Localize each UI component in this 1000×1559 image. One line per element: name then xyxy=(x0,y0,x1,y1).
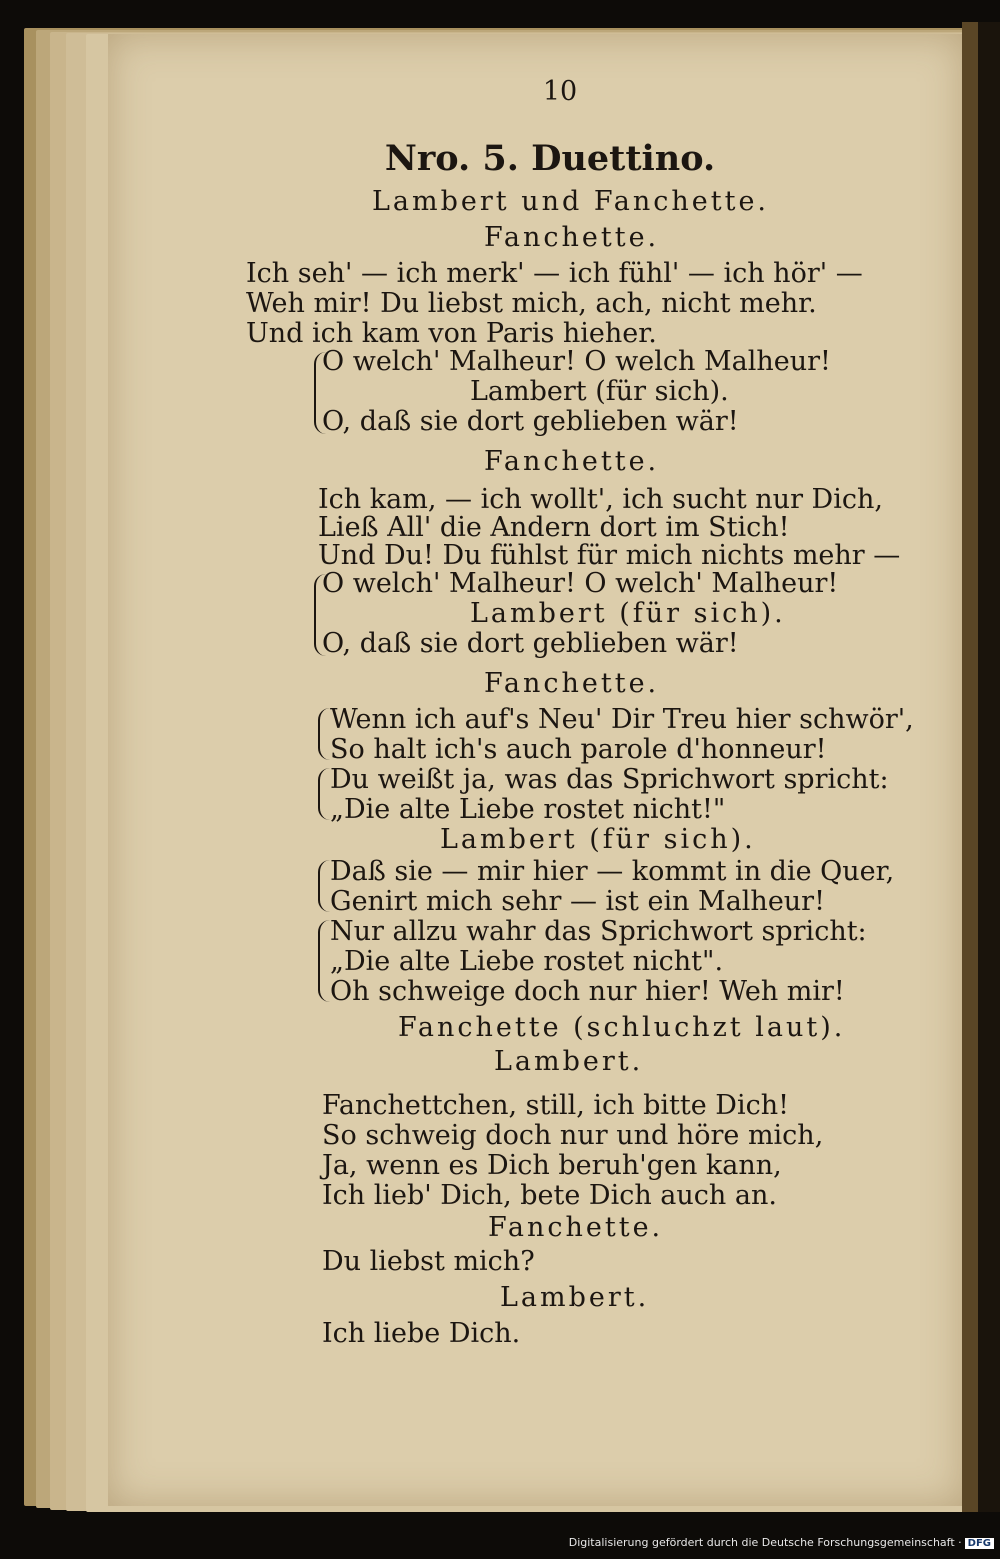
verse-line: Ich seh' — ich merk' — ich fühl' — ich hör' — xyxy=(246,258,863,289)
verse-line: Und Du! Du fühlst für mich nichts mehr — xyxy=(318,540,901,571)
verse-line: Daß sie — mir hier — kommt in die Quer, xyxy=(330,856,895,887)
brace xyxy=(318,708,330,760)
credit-text: Digitalisierung gefördert durch die Deutsche Forschungsgemeinschaft · xyxy=(568,1536,962,1549)
verse-line: O welch' Malheur! O welch Malheur! xyxy=(322,346,831,377)
speaker-heading: Lambert. xyxy=(500,1282,650,1313)
brace xyxy=(314,574,326,656)
verse-line: Oh schweige doch nur hier! Weh mir! xyxy=(330,976,845,1007)
brace xyxy=(314,352,326,434)
verse-line: So schweig doch nur und höre mich, xyxy=(322,1120,824,1151)
verse-line: Nur allzu wahr das Sprichwort spricht: xyxy=(330,916,867,947)
stage-direction: Fanchette (schluchzt laut). xyxy=(398,1012,846,1043)
speaker-heading: Lambert und Fanchette. xyxy=(372,186,770,217)
verse-line: Wenn ich auf's Neu' Dir Treu hier schwör', xyxy=(330,704,914,735)
verse-line: O, daß sie dort geblieben wär! xyxy=(322,628,739,659)
verse-line: Ließ All' die Andern dort im Stich! xyxy=(318,512,790,543)
verse-line: Weh mir! Du liebst mich, ach, nicht mehr. xyxy=(246,288,817,319)
verse-line: Ich lieb' Dich, bete Dich auch an. xyxy=(322,1180,777,1211)
page-number: 10 xyxy=(542,76,578,107)
verse-line: Fanchettchen, still, ich bitte Dich! xyxy=(322,1090,789,1121)
verse-line: O welch' Malheur! O welch' Malheur! xyxy=(322,568,839,599)
stage-direction: Lambert (für sich). xyxy=(440,824,756,855)
verse-line: O, daß sie dort geblieben wär! xyxy=(322,406,739,437)
brace xyxy=(318,768,330,820)
speaker-heading: Fanchette. xyxy=(484,446,660,477)
brace xyxy=(318,920,330,1002)
verse-line: Ich kam, — ich wollt', ich sucht nur Dich, xyxy=(318,484,883,515)
speaker-heading: Lambert. xyxy=(494,1046,644,1077)
dfg-logo: DFG xyxy=(965,1538,994,1549)
verse-line: Genirt mich sehr — ist ein Malheur! xyxy=(330,886,825,917)
verse-line: Ich liebe Dich. xyxy=(322,1318,521,1349)
verse-line: Und ich kam von Paris hieher. xyxy=(246,318,657,349)
speaker-heading: Fanchette. xyxy=(488,1212,664,1243)
verse-line: „Die alte Liebe rostet nicht". xyxy=(330,946,724,977)
speaker-heading: Fanchette. xyxy=(484,668,660,699)
page-title: Nro. 5. Duettino. xyxy=(384,138,716,179)
stage-direction: Lambert (für sich). xyxy=(470,376,729,407)
verse-line: „Die alte Liebe rostet nicht!" xyxy=(330,794,726,825)
speaker-heading: Fanchette. xyxy=(484,222,660,253)
verse-line: Du liebst mich? xyxy=(322,1246,535,1277)
brace xyxy=(318,860,330,912)
digitization-credit xyxy=(569,1536,994,1549)
verse-line: Ja, wenn es Dich beruh'gen kann, xyxy=(322,1150,782,1181)
verse-line: So halt ich's auch parole d'honneur! xyxy=(330,734,827,765)
verse-line: Du weißt ja, was das Sprichwort spricht: xyxy=(330,764,889,795)
stage-direction: Lambert (für sich). xyxy=(470,598,786,629)
